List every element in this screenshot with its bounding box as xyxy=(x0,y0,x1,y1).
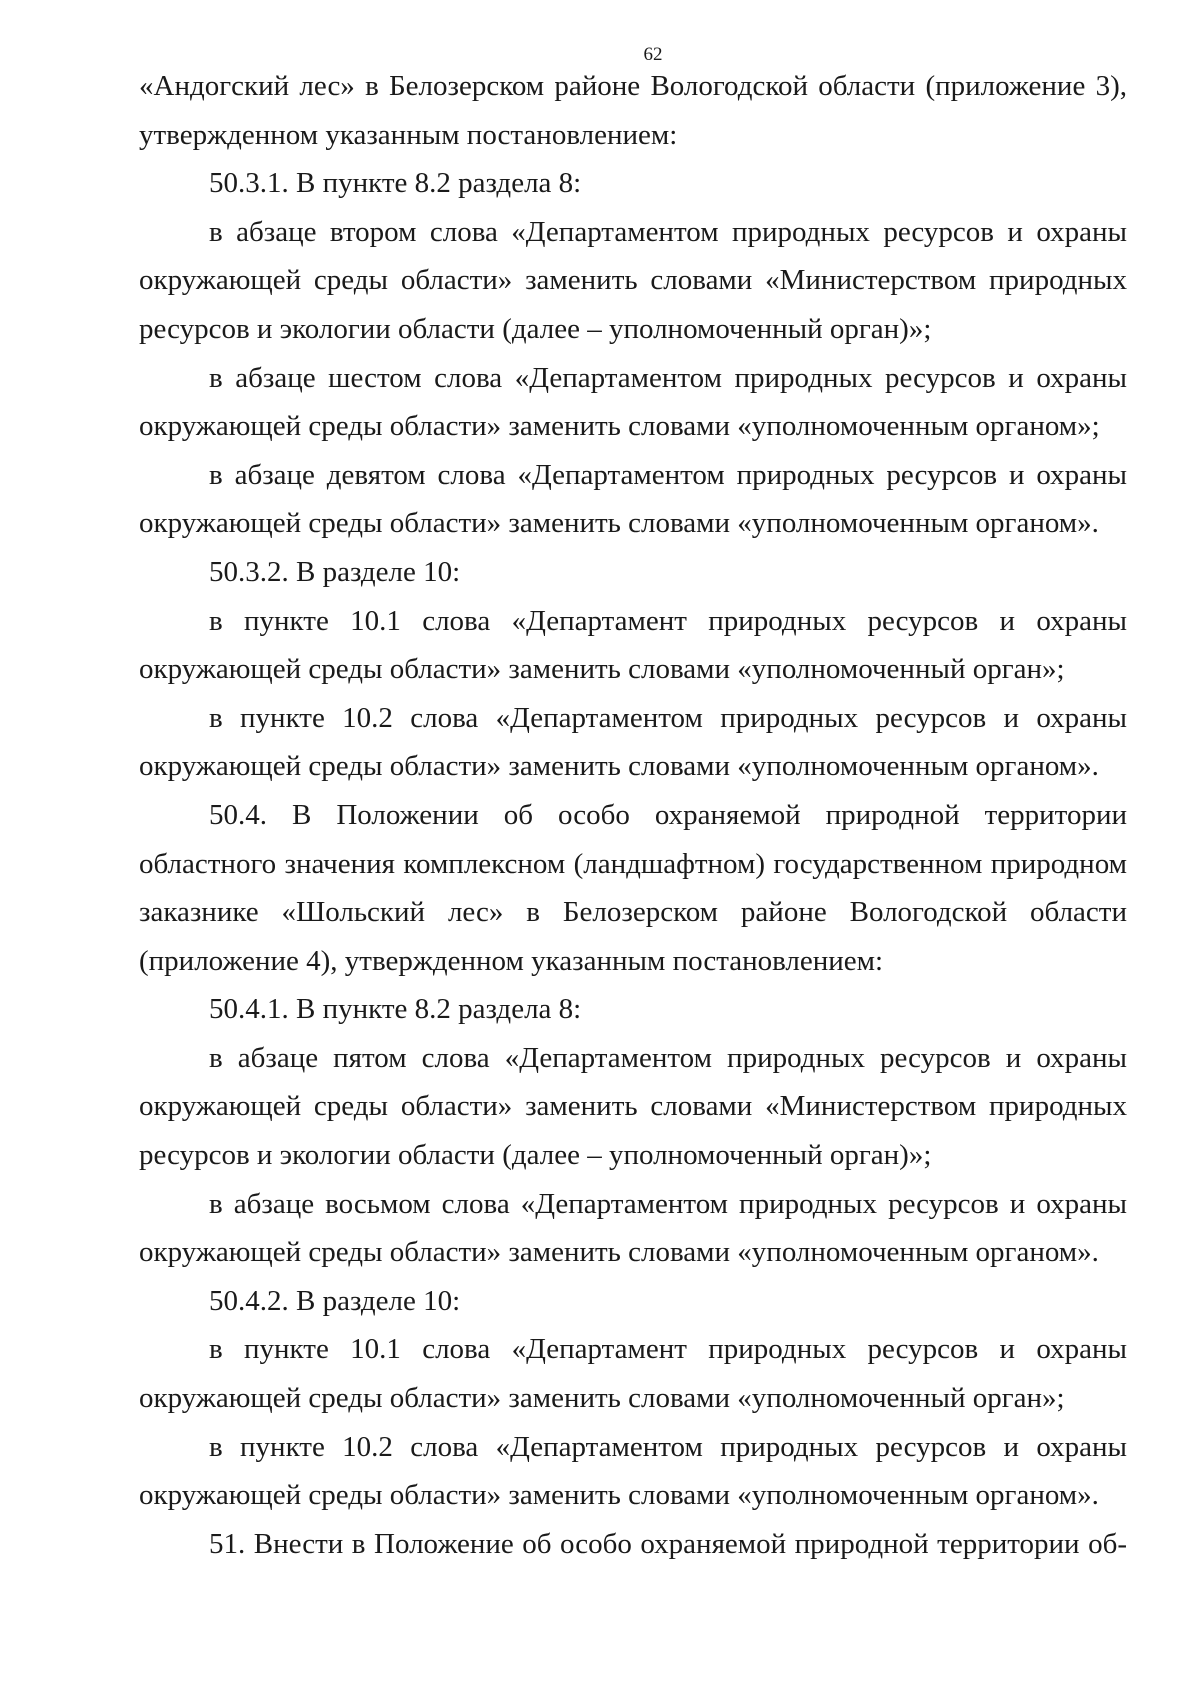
paragraph-50-4-2-point-10-2: в пункте 10.2 слова «Департаментом природных ресурсов и охраны окружающей среды области» заменить словами «уполномоченным органом». xyxy=(139,1430,1127,1512)
page-number: 62 xyxy=(643,44,663,65)
paragraph-50-4-2: 50.4.2. В разделе 10: xyxy=(209,1284,461,1317)
paragraph-50-3-1-second-abzac: в абзаце втором слова «Департаментом природных ресурсов и охраны окружающей среды области» заменить словами «Министерством природных ресурсов и экологии области (далее – уполномоченный орган)»; xyxy=(139,215,1127,345)
paragraph-50-3-1-ninth-abzac: в абзаце девятом слова «Департаментом природных ресурсов и охраны окружающей среды области» заменить словами «уполномоченным органом». xyxy=(139,458,1127,540)
paragraph-50-4-1-fifth-abzac: в абзаце пятом слова «Департаментом природных ресурсов и охраны окружающей среды области» заменить словами «Министерством природных ресурсов и экологии области (далее – уполномоченный орган)»; xyxy=(139,1041,1127,1172)
paragraph-50-4-2-point-10-1: в пункте 10.1 слова «Департамент природных ресурсов и охраны окружающей среды области» заменить словами «уполномоченный орган»; xyxy=(139,1333,1127,1415)
paragraph-50-3-1-sixth-abzac: в абзаце шестом слова «Департаментом природных ресурсов и охраны окружающей среды области» заменить словами «уполномоченным органом»; xyxy=(139,361,1127,443)
paragraph-50-3-2: 50.3.2. В разделе 10: xyxy=(209,555,461,588)
paragraph-50-3-1: 50.3.1. В пункте 8.2 раздела 8: xyxy=(209,167,582,200)
paragraph-andoga-intro: «Андогский лес» в Белозерском районе Вологодской области (приложение 3), утвержденном указанным постановлением: xyxy=(139,70,1127,151)
document-page xyxy=(139,44,1127,1568)
paragraph-51: 51. Внести в Положение об особо охраняемой природной территории об- xyxy=(209,1527,1127,1560)
paragraph-50-4: 50.4. В Положении об особо охраняемой природной территории областного значения комплексном (ландшафтном) государственном природном заказнике «Шольский лес» в Белозерском районе Вологодской области (приложение 4), утвержденном указанным постановлением: xyxy=(139,798,1127,977)
paragraph-50-4-1: 50.4.1. В пункте 8.2 раздела 8: xyxy=(209,993,582,1026)
paragraph-50-3-2-point-10-2: в пункте 10.2 слова «Департаментом природных ресурсов и охраны окружающей среды области» заменить словами «уполномоченным органом». xyxy=(139,701,1127,783)
paragraph-50-4-1-eighth-abzac: в абзаце восьмом слова «Департаментом природных ресурсов и охраны окружающей среды области» заменить словами «уполномоченным органом». xyxy=(139,1187,1127,1269)
paragraph-50-3-2-point-10-1: в пункте 10.1 слова «Департамент природных ресурсов и охраны окружающей среды области» заменить словами «уполномоченный орган»; xyxy=(139,604,1127,686)
